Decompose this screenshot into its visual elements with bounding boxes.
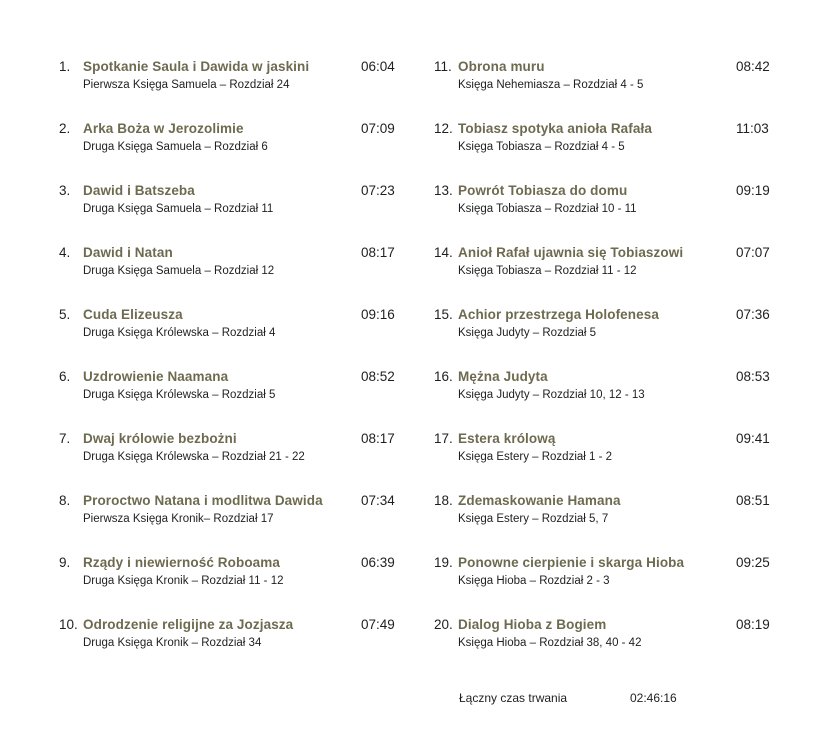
track-source: Księga Estery – Rozdział 1 - 2 xyxy=(458,451,613,463)
track-item-12 xyxy=(434,120,780,182)
track-duration: 07:09 xyxy=(361,121,395,136)
track-source: Druga Księga Królewska – Rozdział 21 - 22 xyxy=(83,451,305,463)
track-title: Zdemaskowanie Hamana xyxy=(458,493,621,508)
track-number: 16. xyxy=(434,369,453,384)
track-number: 10. xyxy=(59,617,78,632)
track-source: Druga Księga Kronik – Rozdział 11 - 12 xyxy=(83,575,284,587)
track-source: Księga Hioba – Rozdział 38, 40 - 42 xyxy=(458,637,642,649)
track-duration: 08:17 xyxy=(361,245,395,260)
track-number: 13. xyxy=(434,183,453,198)
track-item-2 xyxy=(59,120,405,182)
track-title: Mężna Judyta xyxy=(458,369,548,384)
track-source: Księga Tobiasza – Rozdział 4 - 5 xyxy=(458,141,625,153)
track-source: Księga Hioba – Rozdział 2 - 3 xyxy=(458,575,610,587)
track-title: Dialog Hioba z Bogiem xyxy=(458,617,607,632)
track-duration: 09:19 xyxy=(736,183,770,198)
tracklist-right-column xyxy=(434,58,780,678)
track-duration: 08:17 xyxy=(361,431,395,446)
track-item-8 xyxy=(59,492,405,554)
track-duration: 08:52 xyxy=(361,369,395,384)
track-source: Druga Księga Samuela – Rozdział 11 xyxy=(83,203,274,215)
track-number: 3. xyxy=(59,183,71,198)
track-source: Księga Tobiasza – Rozdział 10 - 11 xyxy=(458,203,637,215)
track-title: Dawid i Natan xyxy=(83,245,173,260)
track-item-3 xyxy=(59,182,405,244)
track-source: Druga Księga Królewska – Rozdział 5 xyxy=(83,389,276,401)
track-title: Uzdrowienie Naamana xyxy=(83,369,229,384)
track-source: Druga Księga Samuela – Rozdział 6 xyxy=(83,141,268,153)
track-source: Druga Księga Królewska – Rozdział 4 xyxy=(83,327,276,339)
track-item-16 xyxy=(434,368,780,430)
track-number: 14. xyxy=(434,245,453,260)
track-title: Odrodzenie religijne za Jozjasza xyxy=(83,617,294,632)
track-item-7 xyxy=(59,430,405,492)
track-title: Proroctwo Natana i modlitwa Dawida xyxy=(83,493,323,508)
track-title: Spotkanie Saula i Dawida w jaskini xyxy=(83,59,310,74)
track-source: Druga Księga Kronik – Rozdział 34 xyxy=(83,637,262,649)
track-number: 6. xyxy=(59,369,71,384)
total-duration-value: 02:46:16 xyxy=(630,691,677,705)
track-title: Achior przestrzega Holofenesa xyxy=(458,307,659,322)
track-item-20 xyxy=(434,616,780,678)
track-duration: 09:25 xyxy=(736,555,770,570)
track-duration: 07:34 xyxy=(361,493,395,508)
track-number: 4. xyxy=(59,245,71,260)
track-source: Księga Judyty – Rozdział 5 xyxy=(458,327,597,339)
track-duration: 07:07 xyxy=(736,245,770,260)
track-number: 9. xyxy=(59,555,71,570)
track-source: Księga Judyty – Rozdział 10, 12 - 13 xyxy=(458,389,645,401)
track-number: 11. xyxy=(434,59,452,74)
track-item-4 xyxy=(59,244,405,306)
track-duration: 07:36 xyxy=(736,307,770,322)
track-number: 7. xyxy=(59,431,71,446)
track-source: Pierwsza Księga Samuela – Rozdział 24 xyxy=(83,79,290,91)
track-number: 12. xyxy=(434,121,453,136)
track-item-5 xyxy=(59,306,405,368)
track-number: 2. xyxy=(59,121,71,136)
track-title: Estera królową xyxy=(458,431,556,446)
track-duration: 09:41 xyxy=(736,431,770,446)
track-item-9 xyxy=(59,554,405,616)
track-item-13 xyxy=(434,182,780,244)
track-title: Dwaj królowie bezbożni xyxy=(83,431,237,446)
track-number: 19. xyxy=(434,555,453,570)
track-title: Arka Boża w Jerozolimie xyxy=(83,121,244,136)
track-number: 8. xyxy=(59,493,71,508)
track-number: 18. xyxy=(434,493,453,508)
track-title: Powrót Tobiasza do domu xyxy=(458,183,628,198)
track-number: 5. xyxy=(59,307,71,322)
track-number: 1. xyxy=(59,59,71,74)
track-title: Cuda Elizeusza xyxy=(83,307,183,322)
track-title: Ponowne cierpienie i skarga Hioba xyxy=(458,555,685,570)
track-duration: 06:04 xyxy=(361,59,395,74)
track-duration: 09:16 xyxy=(361,307,395,322)
track-number: 17. xyxy=(434,431,453,446)
track-number: 20. xyxy=(434,617,453,632)
track-title: Dawid i Batszeba xyxy=(83,183,195,198)
track-duration: 08:53 xyxy=(736,369,770,384)
track-title: Anioł Rafał ujawnia się Tobiaszowi xyxy=(458,245,684,260)
track-title: Obrona muru xyxy=(458,59,545,74)
track-duration: 07:49 xyxy=(361,617,395,632)
track-title: Rządy i niewierność Roboama xyxy=(83,555,280,570)
track-item-19 xyxy=(434,554,780,616)
tracklist-left-column xyxy=(59,58,405,678)
track-number: 15. xyxy=(434,307,453,322)
track-item-18 xyxy=(434,492,780,554)
track-duration: 08:51 xyxy=(736,493,770,508)
track-duration: 08:19 xyxy=(736,617,770,632)
track-item-14 xyxy=(434,244,780,306)
track-item-15 xyxy=(434,306,780,368)
track-duration: 08:42 xyxy=(736,59,770,74)
track-duration: 07:23 xyxy=(361,183,395,198)
track-source: Pierwsza Księga Kronik– Rozdział 17 xyxy=(83,513,274,525)
track-item-17 xyxy=(434,430,780,492)
track-source: Księga Estery – Rozdział 5, 7 xyxy=(458,513,609,525)
total-duration-label: Łączny czas trwania xyxy=(459,691,568,705)
track-item-6 xyxy=(59,368,405,430)
track-item-10 xyxy=(59,616,405,678)
track-duration: 11:03 xyxy=(736,121,769,136)
track-source: Druga Księga Samuela – Rozdział 12 xyxy=(83,265,275,277)
track-item-1 xyxy=(59,58,405,120)
track-source: Księga Nehemiasza – Rozdział 4 - 5 xyxy=(458,79,644,91)
track-item-11 xyxy=(434,58,780,120)
track-duration: 06:39 xyxy=(361,555,395,570)
track-title: Tobiasz spotyka anioła Rafała xyxy=(458,121,652,136)
track-source: Księga Tobiasza – Rozdział 11 - 12 xyxy=(458,265,637,277)
